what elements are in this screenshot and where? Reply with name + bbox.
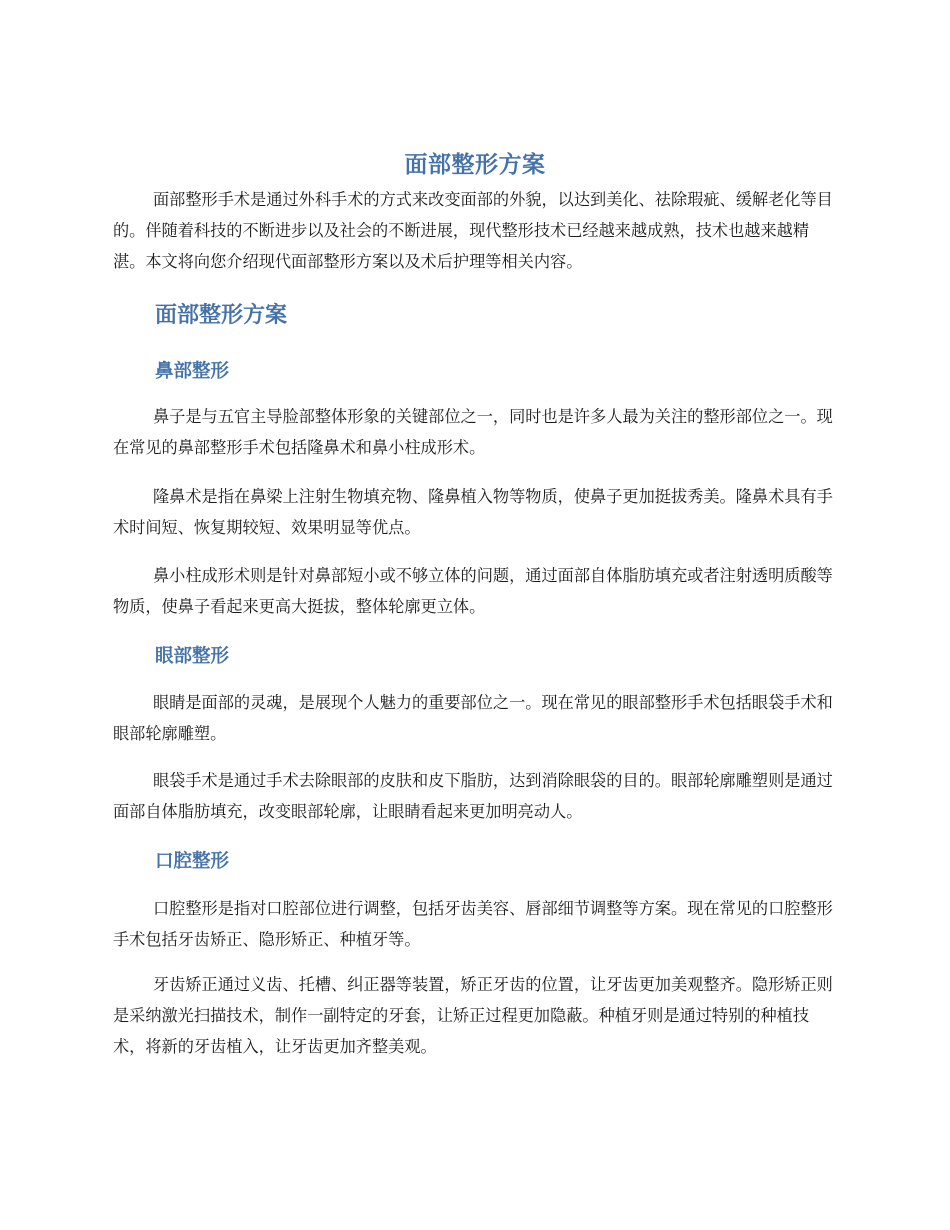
mouth-heading: 口腔整形	[155, 851, 230, 872]
mouth-paragraph-2: 牙齿矫正通过义齿、托槽、纠正器等装置，矫正牙齿的位置，让牙齿更加美观整齐。隐形矫正则是采纳激光扫描技术，制作一副特定的牙套，让矫正过程更加隐蔽。种植牙则是通过特别的种植技术，将新的牙齿植入，让牙齿更加齐整美观。	[113, 975, 833, 1056]
document-title: 面部整形方案	[404, 152, 546, 178]
nose-paragraph-2: 隆鼻术是指在鼻梁上注射生物填充物、隆鼻植入物等物质，使鼻子更加挺拔秀美。隆鼻术具有手术时间短、恢复期较短、效果明显等优点。	[113, 487, 833, 537]
mouth-paragraph-1: 口腔整形是指对口腔部位进行调整，包括牙齿美容、唇部细节调整等方案。现在常见的口腔整形手术包括牙齿矫正、隐形矫正、种植牙等。	[113, 899, 833, 949]
intro-paragraph: 面部整形手术是通过外科手术的方式来改变面部的外貌，以达到美化、祛除瑕疵、缓解老化等目的。伴随着科技的不断进步以及社会的不断进展，现代整形技术已经越来越成熟，技术也越来越精湛。本文将向您介绍现代面部整形方案以及术后护理等相关内容。	[113, 190, 833, 271]
nose-paragraph-1: 鼻子是与五官主导脸部整体形象的关键部位之一，同时也是许多人最为关注的整形部位之一。现在常见的鼻部整形手术包括隆鼻术和鼻小柱成形术。	[113, 407, 833, 457]
nose-paragraph-3: 鼻小柱成形术则是针对鼻部短小或不够立体的问题，通过面部自体脂肪填充或者注射透明质酸等物质，使鼻子看起来更高大挺拔，整体轮廓更立体。	[113, 566, 833, 616]
section-heading: 面部整形方案	[155, 303, 288, 328]
eye-paragraph-1: 眼睛是面部的灵魂，是展现个人魅力的重要部位之一。现在常见的眼部整形手术包括眼袋手术和眼部轮廓雕塑。	[113, 693, 833, 743]
nose-heading: 鼻部整形	[155, 361, 230, 382]
eye-paragraph-2: 眼袋手术是通过手术去除眼部的皮肤和皮下脂肪，达到消除眼袋的目的。眼部轮廓雕塑则是通过面部自体脂肪填充，改变眼部轮廓，让眼睛看起来更加明亮动人。	[113, 771, 833, 821]
eye-heading: 眼部整形	[155, 646, 230, 667]
